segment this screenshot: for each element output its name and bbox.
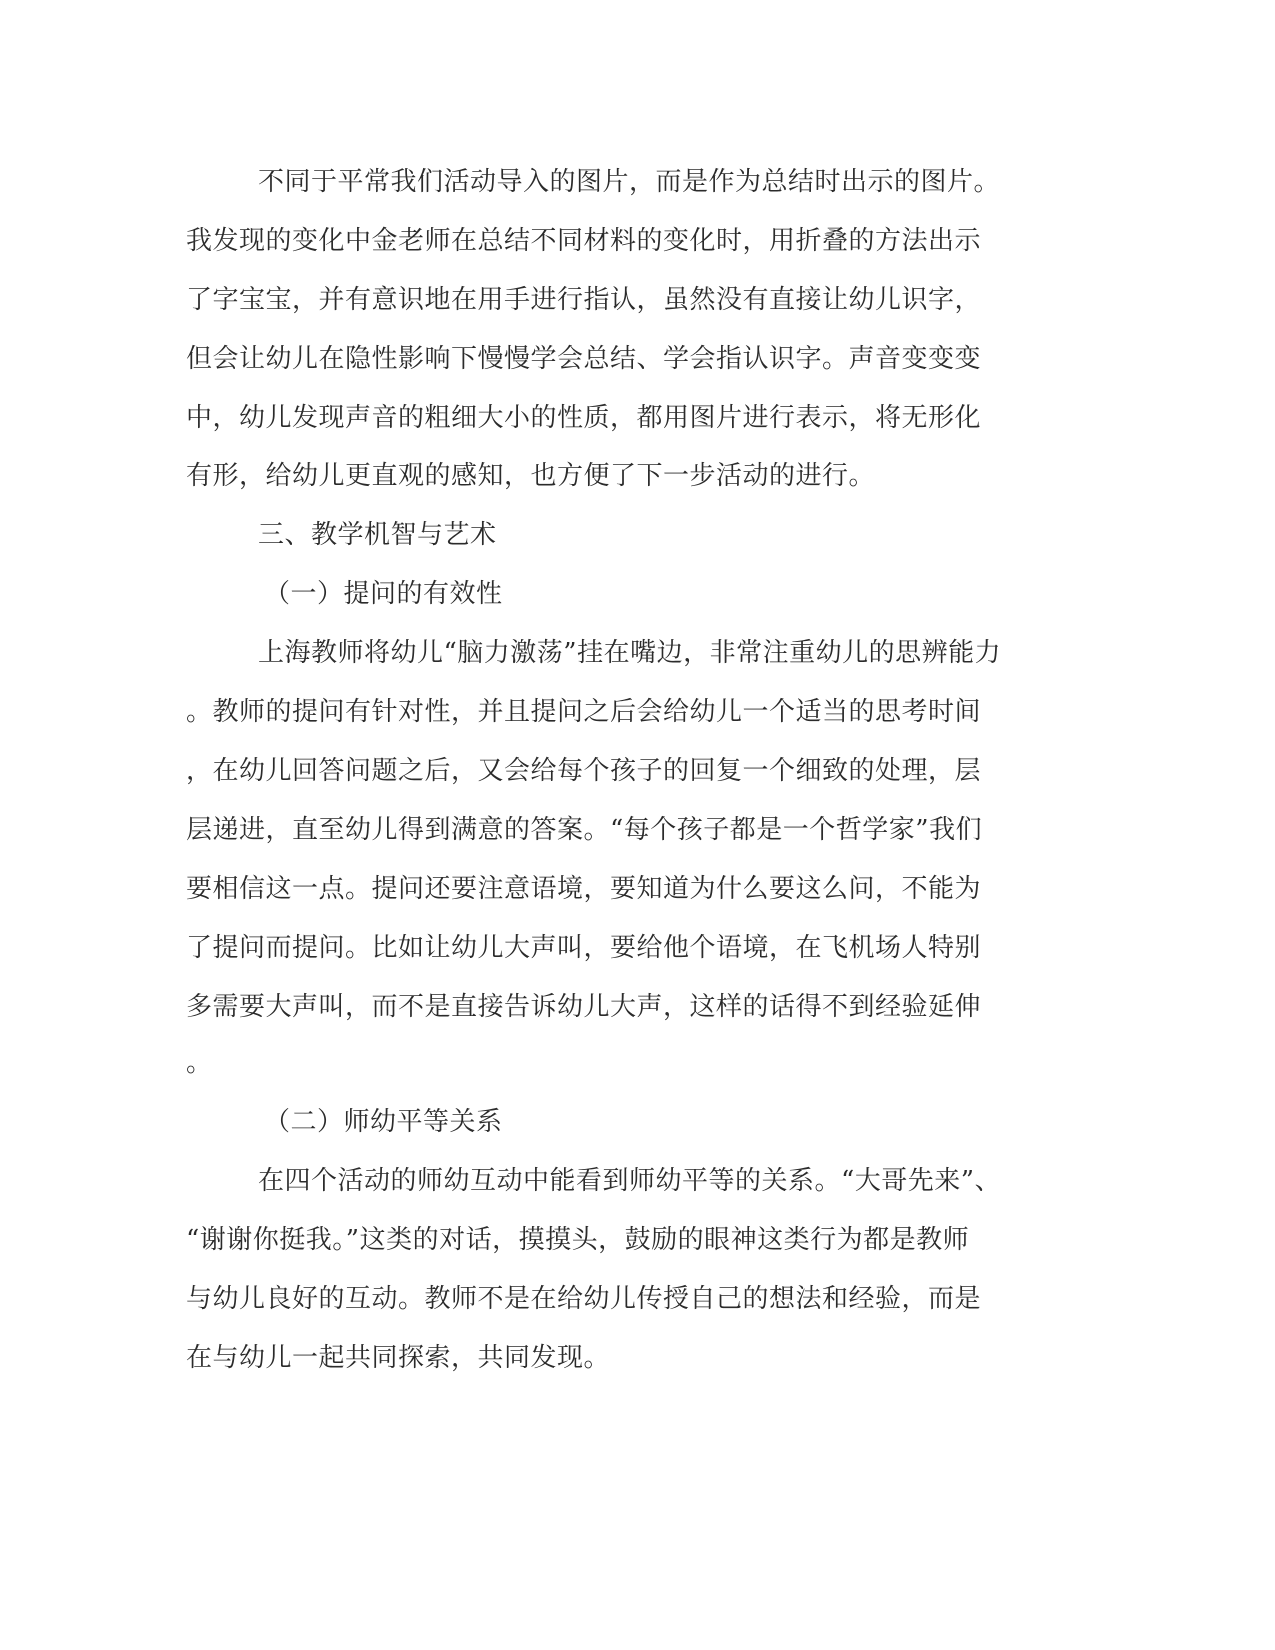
paragraph-line: ，在幼儿回答问题之后，又会给每个孩子的回复一个细致的处理，层 bbox=[186, 756, 982, 786]
paragraph-line: 与幼儿良好的互动。教师不是在给幼儿传授自己的想法和经验，而是 bbox=[186, 1284, 982, 1314]
subsection-heading: （一）提问的有效性 bbox=[264, 579, 503, 609]
paragraph-line: 有形，给幼儿更直观的感知，也方便了下一步活动的进行。 bbox=[186, 461, 876, 491]
paragraph-line: 了字宝宝，并有意识地在用手进行指认，虽然没有直接让幼儿识字， bbox=[186, 285, 982, 315]
section-heading: 三、教学机智与艺术 bbox=[258, 520, 497, 550]
subsection-heading: （二）师幼平等关系 bbox=[264, 1107, 503, 1137]
paragraph-line: 但会让幼儿在隐性影响下慢慢学会总结、学会指认识字。声音变变变 bbox=[186, 344, 982, 374]
paragraph-line: 了提问而提问。比如让幼儿大声叫，要给他个语境，在飞机场人特别 bbox=[186, 933, 982, 963]
paragraph-line: 层递进，直至幼儿得到满意的答案。“每个孩子都是一个哲学家”我们 bbox=[186, 815, 983, 845]
paragraph-line: 不同于平常我们活动导入的图片，而是作为总结时出示的图片。 bbox=[258, 167, 1001, 197]
paragraph-line: 。 bbox=[186, 1048, 213, 1078]
paragraph-line: 要相信这一点。提问还要注意语境，要知道为什么要这么问，不能为 bbox=[186, 874, 982, 904]
paragraph-line: 多需要大声叫，而不是直接告诉幼儿大声，这样的话得不到经验延伸 bbox=[186, 992, 982, 1022]
paragraph-line: 在与幼儿一起共同探索，共同发现。 bbox=[186, 1343, 611, 1373]
paragraph-line: 上海教师将幼儿“脑力激荡”挂在嘴边，非常注重幼儿的思辨能力 bbox=[258, 638, 1002, 668]
paragraph-line: 在四个活动的师幼互动中能看到师幼平等的关系。“大哥先来”、 bbox=[258, 1166, 1002, 1196]
paragraph-line: 中，幼儿发现声音的粗细大小的性质，都用图片进行表示，将无形化 bbox=[186, 403, 982, 433]
paragraph-line: 。教师的提问有针对性，并且提问之后会给幼儿一个适当的思考时间 bbox=[186, 697, 982, 727]
paragraph-line: 我发现的变化中金老师在总结不同材料的变化时，用折叠的方法出示 bbox=[186, 226, 982, 256]
paragraph-line: “谢谢你挺我。”这类的对话，摸摸头，鼓励的眼神这类行为都是教师 bbox=[186, 1225, 970, 1255]
